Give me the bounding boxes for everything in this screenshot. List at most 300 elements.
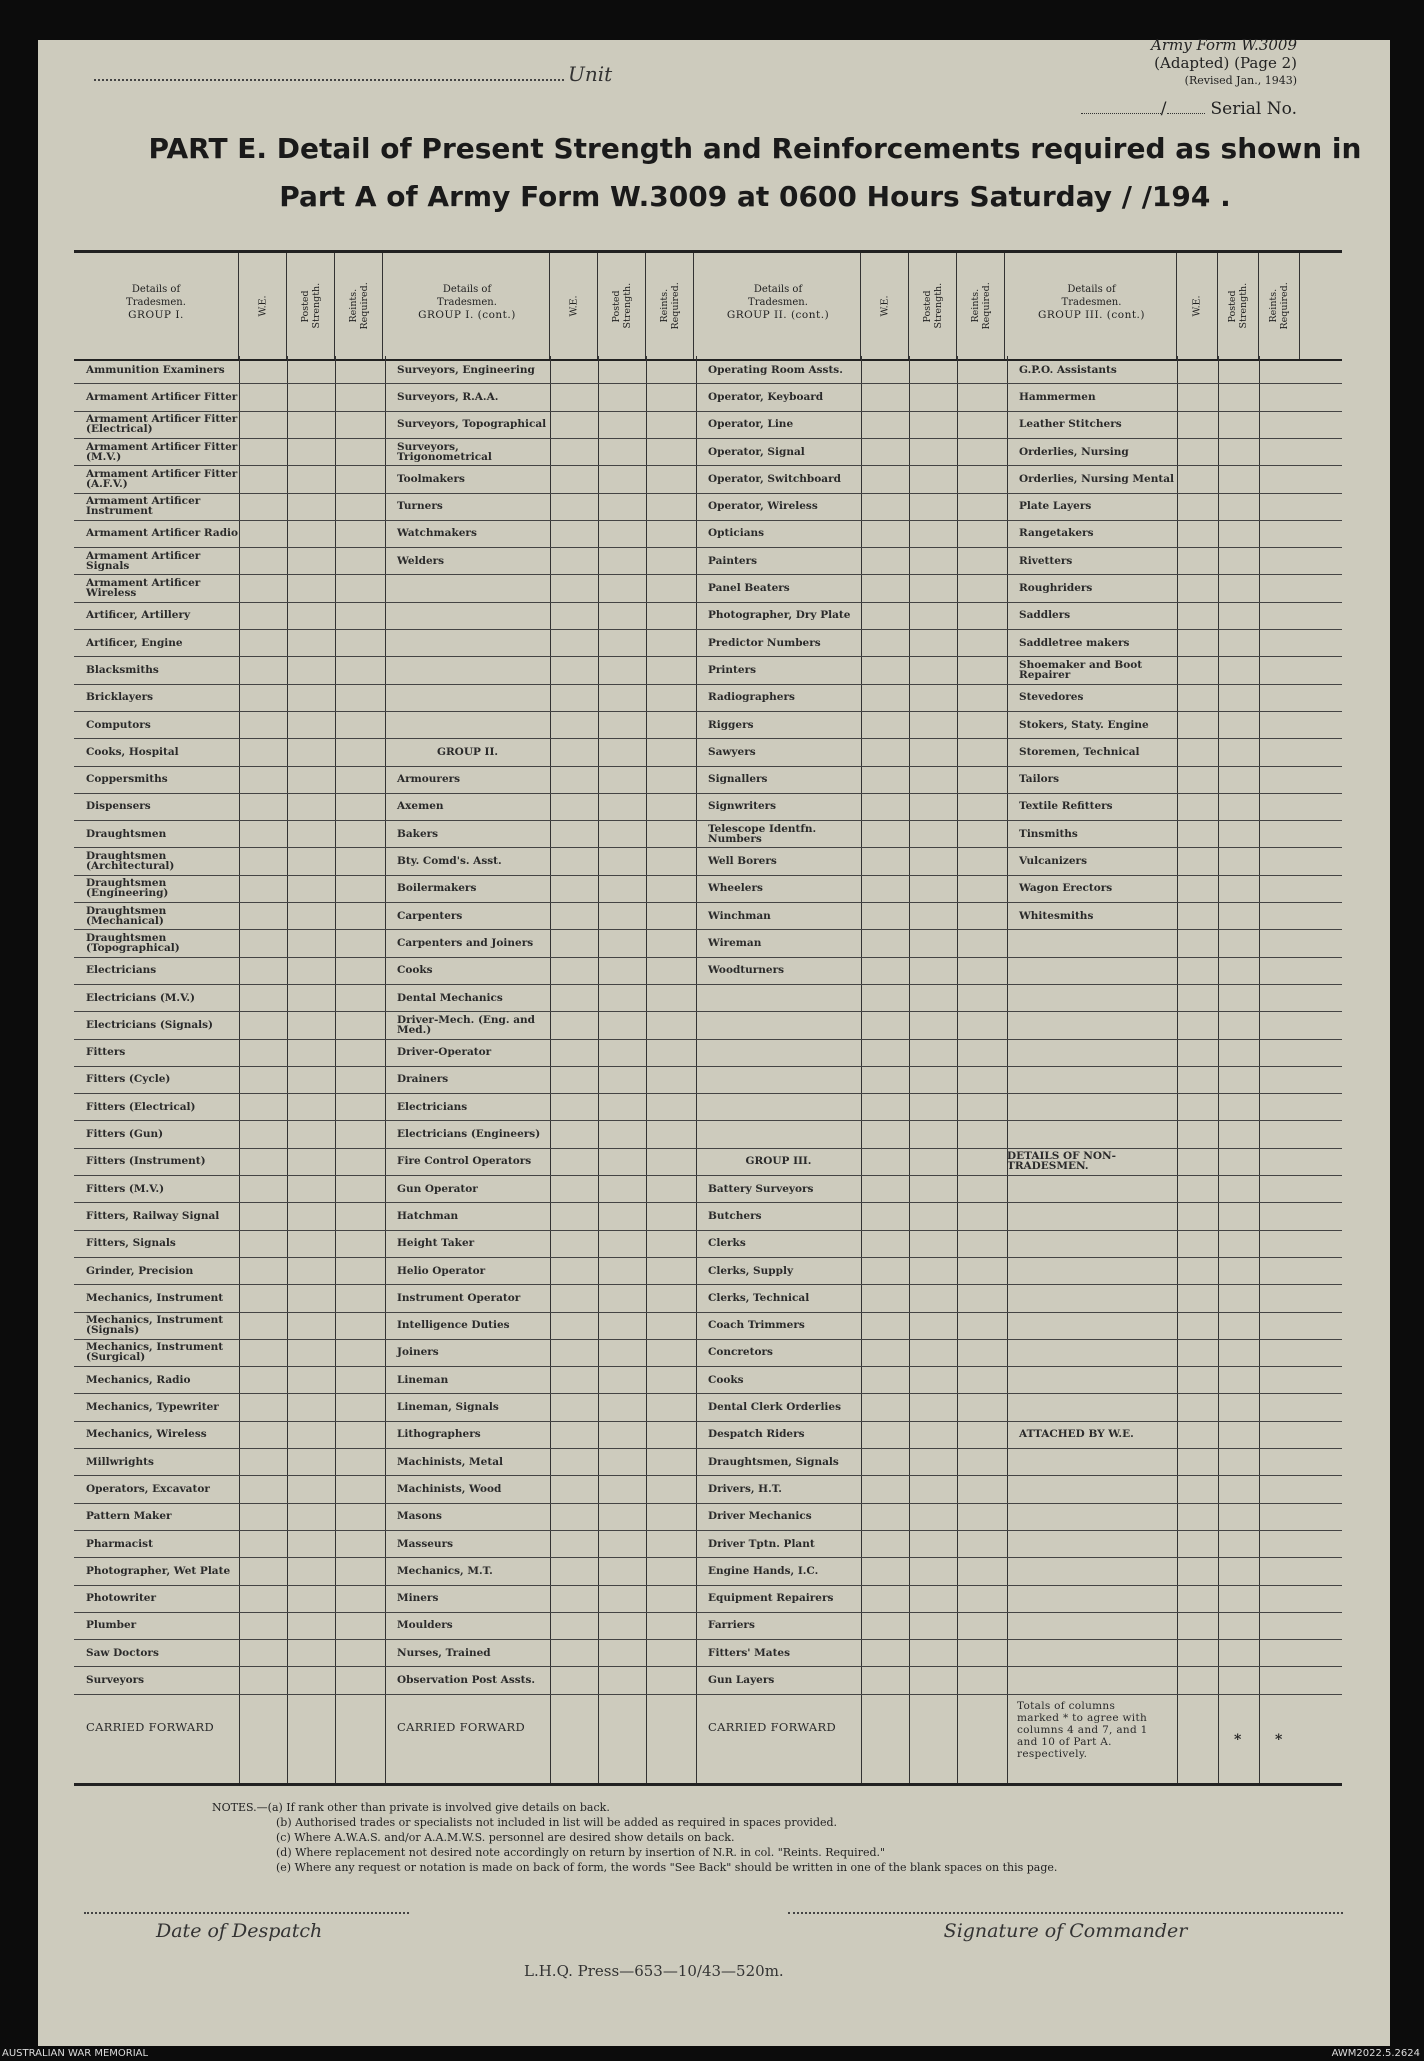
trade-row-label: Woodturners xyxy=(708,964,785,977)
trade-row-label: Driver-Operator xyxy=(397,1046,492,1059)
row-rule xyxy=(74,465,1342,466)
trade-row-label: Watchmakers xyxy=(397,527,477,540)
trade-row-label: Mechanics, Instrument xyxy=(86,1291,224,1304)
trade-row-label: Roughriders xyxy=(1019,582,1093,595)
trade-row-label xyxy=(1007,1393,1177,1420)
trade-row-label: Mechanics, Radio xyxy=(86,1373,191,1386)
trade-row-label: Dental Clerk Orderlies xyxy=(708,1401,842,1414)
row-rule xyxy=(74,847,1342,848)
trade-row-label xyxy=(1007,1066,1177,1093)
trade-row-label: Electricians (M.V.) xyxy=(86,991,196,1004)
trade-row-label: Draughtsmen, Signals xyxy=(708,1455,839,1468)
trade-row-label: Welders xyxy=(397,554,445,567)
trade-row-label: Driver Tptn. Plant xyxy=(708,1537,815,1550)
trade-row-label: Electricians (Signals) xyxy=(86,1018,214,1031)
trade-row-label: Operator, Keyboard xyxy=(708,390,824,403)
trade-row-label: Operators, Excavator xyxy=(86,1482,210,1495)
form-revision: (Revised Jan., 1943) xyxy=(1184,74,1297,87)
tradesmen-table xyxy=(74,356,1342,1786)
trade-row-label: Equipment Repairers xyxy=(708,1592,834,1605)
posted-strength-header xyxy=(1218,253,1259,359)
trade-row-label: Helio Operator xyxy=(397,1264,486,1277)
trade-row-label: Instrument Operator xyxy=(397,1291,521,1304)
trade-row-label: Wireman xyxy=(708,936,762,949)
trade-row-label: Tinsmiths xyxy=(1019,827,1078,840)
column-rule xyxy=(550,356,551,1783)
trade-row-label xyxy=(1007,984,1177,1011)
trade-row-label: Mechanics, Wireless xyxy=(86,1428,207,1441)
trade-row-label: Draughtsmen (Mechanical) xyxy=(86,904,167,927)
trade-row-label: Concretors xyxy=(708,1346,773,1359)
trade-row-label: Fitters, Railway Signal xyxy=(86,1209,220,1222)
total-marker: * xyxy=(1275,1731,1283,1748)
row-rule xyxy=(74,383,1342,384)
row-rule xyxy=(74,1039,1342,1040)
date-of-despatch-label: Date of Despatch xyxy=(156,1920,323,1942)
trade-row-label: Mechanics, M.T. xyxy=(397,1564,493,1577)
trade-row-label: Hatchman xyxy=(397,1209,459,1222)
trade-row-label xyxy=(1007,1093,1177,1120)
trade-row-label: Drivers, H.T. xyxy=(708,1482,782,1495)
trade-row-label: Pharmacist xyxy=(86,1537,153,1550)
trade-row-label: Clerks xyxy=(708,1237,746,1250)
serial-label: Serial No. xyxy=(1210,99,1297,119)
trade-row-label: Millwrights xyxy=(86,1455,154,1468)
trade-row-label: Armourers xyxy=(397,773,461,786)
trade-row-label: Surveyors, Trigonometrical xyxy=(397,440,492,463)
trade-row-label: Mechanics, Instrument (Signals) xyxy=(86,1314,224,1337)
row-rule xyxy=(74,1093,1342,1094)
sub-header-label: Posted Strength. xyxy=(1227,283,1249,329)
trade-row-label: Shoemaker and Boot Repairer xyxy=(1019,658,1143,681)
notes xyxy=(212,1800,1057,1875)
trade-row-label: Driver-Mech. (Eng. and Med.) xyxy=(397,1013,535,1036)
reints-required-header xyxy=(957,253,1005,359)
row-rule xyxy=(74,766,1342,767)
trade-row-label: Dental Mechanics xyxy=(397,991,503,1004)
trade-row-label: Wheelers xyxy=(708,882,763,895)
trade-row-label: Armament Artificer Wireless xyxy=(86,577,201,600)
row-rule xyxy=(74,1202,1342,1203)
trade-row-label xyxy=(385,574,550,601)
trade-row-label: Whitesmiths xyxy=(1019,909,1094,922)
trade-row-label: Telescope Identfn. Numbers xyxy=(708,822,817,845)
trade-row-label xyxy=(696,984,861,1011)
row-rule xyxy=(74,1694,1342,1695)
trade-row-label: Mechanics, Typewriter xyxy=(86,1401,219,1414)
trade-row-label: Coppersmiths xyxy=(86,773,168,786)
trade-row-label: Cooks xyxy=(708,1373,744,1386)
row-rule xyxy=(74,1612,1342,1613)
trade-row-label: Lithographers xyxy=(397,1428,481,1441)
trade-row-label: Operating Room Assts. xyxy=(708,363,843,376)
trade-row-label: Signwriters xyxy=(708,800,777,813)
row-rule xyxy=(74,984,1342,985)
trade-row-label: Bricklayers xyxy=(86,691,154,704)
trade-row-label: Carpenters and Joiners xyxy=(397,936,534,949)
trade-row-label: Fire Control Operators xyxy=(397,1155,532,1168)
trade-row-label: Carpenters xyxy=(397,909,463,922)
trade-row-label: Fitters xyxy=(86,1046,126,1059)
sub-header-label: Posted Strength. xyxy=(299,283,322,329)
column-rule xyxy=(646,356,647,1783)
trade-row-label xyxy=(385,629,550,656)
trade-row-label xyxy=(1007,1366,1177,1393)
row-rule xyxy=(74,1448,1342,1449)
trade-row-label: Height Taker xyxy=(397,1237,475,1250)
trade-row-label: Surveyors xyxy=(86,1674,145,1687)
trade-row-label: Photowriter xyxy=(86,1592,157,1605)
trade-row-label xyxy=(1007,929,1177,956)
trade-row-label: Computors xyxy=(86,718,151,731)
sub-header-label: Reints. Required. xyxy=(347,282,370,330)
note-d: (d) Where replacement not desired note accordingly on return by insertion of N.R. in col. "Reints. Required." xyxy=(276,1846,886,1859)
sub-header-label: Reints. Required. xyxy=(1268,282,1290,330)
column-rule xyxy=(957,356,958,1783)
carried-forward-label: CARRIED FORWARD xyxy=(397,1719,525,1734)
column-group-label: GROUP I. xyxy=(128,309,184,321)
trade-row-label: Signallers xyxy=(708,773,768,786)
trade-row-label: Joiners xyxy=(397,1346,439,1359)
trade-row-label: Armament Artificer Radio xyxy=(86,527,239,540)
trade-row-label: Panel Beaters xyxy=(708,582,790,595)
serial-field[interactable]: / Serial No. xyxy=(1081,99,1297,119)
row-rule xyxy=(74,629,1342,630)
trade-row-label: Butchers xyxy=(708,1209,762,1222)
trade-row-label: Fitters (M.V.) xyxy=(86,1182,165,1195)
trade-row-label: Electricians (Engineers) xyxy=(397,1128,541,1141)
column-heading-text: Details of Tradesmen. xyxy=(1061,284,1122,308)
trade-row-label: Intelligence Duties xyxy=(397,1319,510,1332)
row-rule xyxy=(74,602,1342,603)
sub-header-label: Posted Strength. xyxy=(610,283,633,329)
trade-row-label xyxy=(385,711,550,738)
sub-header-label: W.E. xyxy=(568,295,579,317)
row-rule xyxy=(74,793,1342,794)
row-rule xyxy=(74,1639,1342,1640)
trade-row-label: Operator, Line xyxy=(708,418,794,431)
column-rule xyxy=(1177,356,1178,1783)
reints-required-header xyxy=(1259,253,1300,359)
trade-row-label: Pattern Maker xyxy=(86,1510,172,1523)
trade-row-label: G.P.O. Assistants xyxy=(1019,363,1117,376)
row-rule xyxy=(74,1148,1342,1149)
row-rule xyxy=(74,493,1342,494)
trade-row-label: Draughtsmen (Architectural) xyxy=(86,850,175,873)
column-rule xyxy=(1259,356,1260,1783)
trade-row-label: Axemen xyxy=(397,800,444,813)
trade-row-label: Draughtsmen (Engineering) xyxy=(86,877,169,900)
trade-row-label xyxy=(1007,1475,1177,1502)
trade-row-label: Armament Artificer Fitter (M.V.) xyxy=(86,440,238,463)
trade-row-label xyxy=(1007,1202,1177,1229)
trade-row-label: Riggers xyxy=(708,718,754,731)
trade-row-label: Blacksmiths xyxy=(86,663,159,676)
row-rule xyxy=(74,411,1342,412)
row-rule xyxy=(74,1393,1342,1394)
trade-row-label: Orderlies, Nursing Mental xyxy=(1019,472,1174,485)
row-rule xyxy=(74,1585,1342,1586)
trade-row-label: Cooks xyxy=(397,964,433,977)
trade-row-label: Radiographers xyxy=(708,691,795,704)
trade-row-label xyxy=(1007,1175,1177,1202)
trade-row-label xyxy=(1007,1612,1177,1639)
trade-row-label: Boilermakers xyxy=(397,882,477,895)
sub-header-label: Reints. Required. xyxy=(969,282,992,330)
trade-row-label xyxy=(696,1011,861,1038)
trade-row-label: Mechanics, Instrument (Surgical) xyxy=(86,1341,224,1364)
form-number: Army Form W.3009 xyxy=(1151,36,1297,54)
form-reference xyxy=(1151,36,1297,90)
column-heading-group-4 xyxy=(1007,253,1177,359)
trade-row-label: Machinists, Wood xyxy=(397,1482,502,1495)
trade-row-label xyxy=(1007,1666,1177,1693)
column-rule xyxy=(239,356,240,1783)
trade-row-label: Armament Artificer Fitter xyxy=(86,390,238,403)
we-header xyxy=(861,253,909,359)
column-heading-text: Details of Tradesmen. xyxy=(748,284,808,308)
we-header xyxy=(239,253,287,359)
trade-row-label: Dispensers xyxy=(86,800,151,813)
trade-row-label: Textile Refitters xyxy=(1019,800,1113,813)
trade-row-label xyxy=(1007,1530,1177,1557)
row-rule xyxy=(74,574,1342,575)
trade-row-label: Storemen, Technical xyxy=(1019,745,1140,758)
column-rule xyxy=(287,356,288,1783)
posted-strength-header xyxy=(598,253,646,359)
trade-row-label: Draughtsmen xyxy=(86,827,167,840)
row-rule xyxy=(74,957,1342,958)
row-rule xyxy=(74,1366,1342,1367)
trade-row-label xyxy=(1007,1503,1177,1530)
we-header xyxy=(550,253,598,359)
trade-row-label: Tailors xyxy=(1019,773,1060,786)
trade-row-label: Operator, Wireless xyxy=(708,500,818,513)
row-rule xyxy=(74,1284,1342,1285)
row-rule xyxy=(74,738,1342,739)
trade-row-label: Sawyers xyxy=(708,745,756,758)
date-of-despatch-field[interactable] xyxy=(84,1912,409,1942)
trade-row-label: Well Borers xyxy=(708,855,777,868)
trade-row-label: Stevedores xyxy=(1019,691,1084,704)
unit-label: Unit xyxy=(568,62,613,86)
trade-row-label: ATTACHED BY W.E. xyxy=(1019,1428,1134,1441)
trade-row-label xyxy=(1007,1230,1177,1257)
trade-row-label: Photographer, Dry Plate xyxy=(708,609,851,622)
column-group-label: GROUP II. (cont.) xyxy=(726,309,830,321)
trade-row-label: Surveyors, R.A.A. xyxy=(397,390,499,403)
row-rule xyxy=(74,1530,1342,1531)
column-heading-text: Details of Tradesmen. xyxy=(437,284,497,308)
trade-row-label: Lineman xyxy=(397,1373,449,1386)
trade-row-label: Observation Post Assts. xyxy=(397,1674,536,1687)
trade-row-label xyxy=(1007,1011,1177,1038)
trade-row-label xyxy=(385,656,550,683)
row-rule xyxy=(74,1503,1342,1504)
trade-row-label xyxy=(385,602,550,629)
row-rule xyxy=(74,711,1342,712)
note-a: NOTES.—(a) If rank other than private is involved give details on back. xyxy=(212,1801,610,1814)
trade-row-label: Painters xyxy=(708,554,758,567)
sub-header-label: W.E. xyxy=(879,295,890,317)
unit-field[interactable] xyxy=(94,62,612,86)
reints-required-header xyxy=(335,253,383,359)
row-rule xyxy=(74,929,1342,930)
column-heading-text: Details of Tradesmen. xyxy=(126,284,186,308)
trade-row-label: Photographer, Wet Plate xyxy=(86,1564,231,1577)
trade-row-label: Machinists, Metal xyxy=(397,1455,503,1468)
we-header xyxy=(1177,253,1218,359)
column-rule xyxy=(335,356,336,1783)
archive-credit: AUSTRALIAN WAR MEMORIAL xyxy=(2,2048,149,2059)
trade-row-label: Ammunition Examiners xyxy=(86,363,225,376)
column-rule xyxy=(861,356,862,1783)
row-rule xyxy=(74,1257,1342,1258)
trade-row-label: Coach Trimmers xyxy=(708,1319,805,1332)
trade-row-label: Fitters (Instrument) xyxy=(86,1155,206,1168)
trade-row-label: Fitters' Mates xyxy=(708,1646,791,1659)
trade-row-label: Leather Stitchers xyxy=(1019,418,1122,431)
row-rule xyxy=(74,902,1342,903)
row-rule xyxy=(74,1011,1342,1012)
trade-row-label: Toolmakers xyxy=(397,472,465,485)
row-rule xyxy=(74,1312,1342,1313)
row-rule xyxy=(74,1230,1342,1231)
trade-row-label: Electricians xyxy=(86,964,157,977)
row-rule xyxy=(74,438,1342,439)
trade-row-label: Armament Artificer Fitter (Electrical) xyxy=(86,413,238,436)
posted-strength-header xyxy=(287,253,335,359)
trade-row-label: Battery Surveyors xyxy=(708,1182,814,1195)
title-line-2: Part A of Army Form W.3009 at 0600 Hours Saturday / /194 . xyxy=(279,180,1231,213)
row-rule xyxy=(74,520,1342,521)
trade-row-label xyxy=(696,1066,861,1093)
trade-row-label: Hammermen xyxy=(1019,390,1096,403)
row-rule xyxy=(74,547,1342,548)
trade-row-label: Miners xyxy=(397,1592,439,1605)
trade-row-label: Bakers xyxy=(397,827,439,840)
trade-row-label: Saw Doctors xyxy=(86,1646,159,1659)
row-rule xyxy=(74,875,1342,876)
trade-row-label: Armament Artificer Fitter (A.F.V.) xyxy=(86,467,238,490)
trade-row-label: Surveyors, Topographical xyxy=(397,418,547,431)
trade-row-label: Masons xyxy=(397,1510,442,1523)
trade-row-label: Operator, Signal xyxy=(708,445,805,458)
trade-row-label: Winchman xyxy=(708,909,771,922)
trade-row-label: Surveyors, Engineering xyxy=(397,363,535,376)
trade-row-label: Opticians xyxy=(708,527,765,540)
trade-row-label xyxy=(1007,1639,1177,1666)
column-heading-group-3 xyxy=(696,253,861,359)
sub-header-label: W.E. xyxy=(257,295,268,317)
group-heading: GROUP II. xyxy=(436,745,499,758)
column-heading-group-2 xyxy=(385,253,550,359)
trade-row-label: Armament Artificer Signals xyxy=(86,549,201,572)
sub-header-label: W.E. xyxy=(1191,295,1203,317)
column-rule xyxy=(909,356,910,1783)
trade-row-label: Driver Mechanics xyxy=(708,1510,812,1523)
row-rule xyxy=(74,1666,1342,1667)
row-rule xyxy=(74,1557,1342,1558)
trade-row-label xyxy=(696,1120,861,1147)
trade-row-label: Cooks, Hospital xyxy=(86,745,179,758)
row-rule xyxy=(74,1120,1342,1121)
trade-row-label: Plumber xyxy=(86,1619,137,1632)
row-rule xyxy=(74,1175,1342,1176)
trade-row-label: Grinder, Precision xyxy=(86,1264,194,1277)
carried-forward-label: CARRIED FORWARD xyxy=(86,1719,214,1734)
sub-header-label: Posted Strength. xyxy=(921,283,944,329)
form-page-note: (Adapted) (Page 2) xyxy=(1154,54,1297,72)
trade-row-label: Artificer, Artillery xyxy=(86,609,191,622)
trade-row-label: Drainers xyxy=(397,1073,449,1086)
trade-row-label: Rangetakers xyxy=(1019,527,1094,540)
group-heading: GROUP III. xyxy=(745,1155,812,1168)
note-c: (c) Where A.W.A.S. and/or A.A.M.W.S. personnel are desired show details on back. xyxy=(276,1831,735,1844)
note-b: (b) Authorised trades or specialists not included in list will be added as required in spaces provided. xyxy=(276,1816,838,1829)
trade-row-label: Electricians xyxy=(397,1100,468,1113)
trade-row-label: Turners xyxy=(397,500,443,513)
trade-row-label: Operator, Switchboard xyxy=(708,472,841,485)
trade-row-label xyxy=(1007,1448,1177,1475)
column-group-label: GROUP III. (cont.) xyxy=(1038,309,1145,321)
trade-row-label: Masseurs xyxy=(397,1537,454,1550)
trade-row-label: Rivetters xyxy=(1019,554,1073,567)
trade-row-label: Artificer, Engine xyxy=(86,636,183,649)
trade-row-label xyxy=(1007,1557,1177,1584)
posted-strength-header xyxy=(909,253,957,359)
sub-header-label: Reints. Required. xyxy=(658,282,681,330)
trade-row-label: Saddletree makers xyxy=(1019,636,1130,649)
trade-row-label xyxy=(1007,957,1177,984)
trade-row-label: Fitters (Electrical) xyxy=(86,1100,196,1113)
trade-row-label xyxy=(1007,1284,1177,1311)
trade-row-label: Despatch Riders xyxy=(708,1428,805,1441)
trade-row-label: Wagon Erectors xyxy=(1019,882,1113,895)
column-rule xyxy=(1218,356,1219,1783)
trade-row-label: Farriers xyxy=(708,1619,755,1632)
trade-row-label xyxy=(1007,1039,1177,1066)
trade-row-label: Saddlers xyxy=(1019,609,1071,622)
trade-row-label: Lineman, Signals xyxy=(397,1401,499,1414)
row-rule xyxy=(74,1475,1342,1476)
row-rule xyxy=(74,1066,1342,1067)
trade-row-label xyxy=(1007,1120,1177,1147)
trade-row-label: Orderlies, Nursing xyxy=(1019,445,1129,458)
row-rule xyxy=(74,684,1342,685)
trade-row-label: Vulcanizers xyxy=(1019,855,1088,868)
total-marker: * xyxy=(1234,1731,1242,1748)
signature-field[interactable] xyxy=(788,1912,1343,1942)
trade-row-label: Draughtsmen (Topographical) xyxy=(86,931,180,954)
trade-row-label: Nurses, Trained xyxy=(397,1646,491,1659)
trade-row-label: Engine Hands, I.C. xyxy=(708,1564,819,1577)
carried-forward-label: CARRIED FORWARD xyxy=(708,1719,836,1734)
totals-note: Totals of columns marked * to agree with columns 4 and 7, and 1 and 10 of Part A. respectively. xyxy=(1017,1699,1148,1760)
note-e: (e) Where any request or notation is made on back of form, the words "See Back" should be written in one of the blank spaces on this page. xyxy=(276,1861,1058,1874)
signature-label: Signature of Commander xyxy=(943,1920,1188,1942)
trade-row-label xyxy=(385,684,550,711)
column-rule xyxy=(598,356,599,1783)
row-rule xyxy=(74,656,1342,657)
row-rule xyxy=(74,1421,1342,1422)
group-heading: DETAILS OF NON-TRADESMEN. xyxy=(1007,1150,1116,1173)
row-rule xyxy=(74,820,1342,821)
press-imprint: L.H.Q. Press—653—10/43—520m. xyxy=(524,1962,784,1980)
table-header xyxy=(74,250,1342,361)
trade-row-label: Printers xyxy=(708,663,757,676)
trade-row-label xyxy=(1007,1312,1177,1339)
